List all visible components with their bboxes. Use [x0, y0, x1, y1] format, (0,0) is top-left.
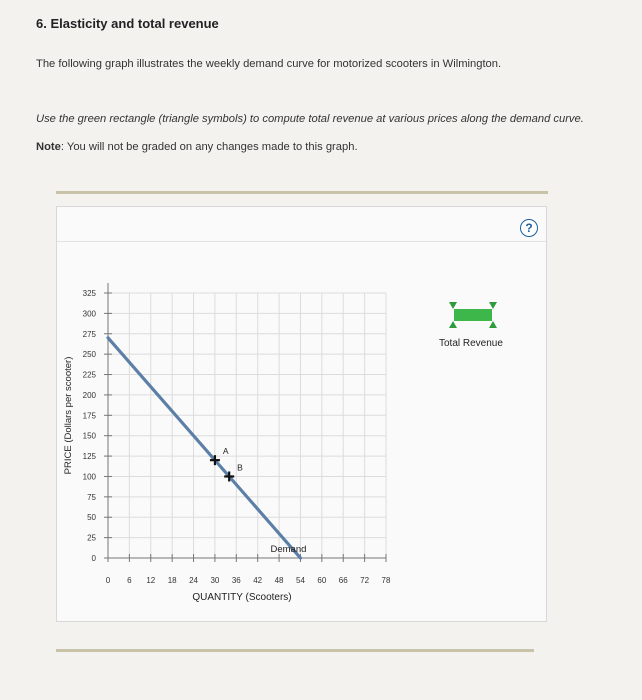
y-tick-label: 100	[82, 472, 96, 482]
y-tick-label: 225	[82, 370, 96, 380]
x-tick-label: 72	[360, 576, 370, 585]
y-tick-label: 175	[82, 411, 96, 421]
x-tick-label: 66	[338, 576, 348, 585]
x-tick-label: 6	[127, 576, 132, 585]
y-tick-label: 250	[82, 350, 96, 360]
divider-bottom	[56, 649, 534, 652]
y-tick-label: 0	[91, 554, 96, 563]
point-b-label: B	[237, 462, 243, 473]
x-tick-label: 60	[317, 576, 327, 585]
y-tick-label: 25	[87, 533, 96, 543]
x-tick-label: 48	[274, 576, 284, 585]
x-tick-label: 18	[167, 576, 177, 585]
instruction-text: Use the green rectangle (triangle symbols) to compute total revenue at various prices along the demand curve.	[36, 113, 584, 125]
point-a-label: A	[222, 446, 229, 457]
y-tick-label: 275	[82, 329, 96, 339]
demand-chart	[57, 207, 417, 623]
total-revenue-legend-label: Total Revenue	[439, 338, 503, 349]
y-tick-label: 75	[87, 492, 96, 502]
x-tick-label: 24	[189, 576, 198, 585]
demand-curve-label: Demand	[270, 544, 307, 555]
x-tick-label: 12	[146, 576, 156, 585]
y-tick-label: 200	[82, 390, 96, 400]
x-tick-label: 36	[231, 576, 241, 585]
note-label: Note	[36, 141, 61, 153]
x-tick-label: 0	[105, 576, 111, 585]
x-axis-label: QUANTITY (Scooters)	[192, 592, 292, 603]
green-rectangle-triangle-tool-icon[interactable]	[449, 300, 497, 330]
intro-text: The following graph illustrates the weekly demand curve for motorized scooters in Wilmington.	[36, 58, 502, 70]
y-tick-label: 125	[82, 452, 96, 462]
divider-top	[56, 191, 548, 194]
y-tick-label: 300	[82, 309, 96, 319]
demand-curve-line[interactable]	[108, 338, 300, 558]
x-tick-label: 78	[381, 576, 391, 585]
graph-panel	[56, 206, 547, 622]
help-button[interactable]	[520, 219, 538, 237]
y-axis-label: PRICE (Dollars per scooter)	[63, 356, 74, 475]
y-tick-label: 150	[82, 431, 96, 441]
question-title: 6. Elasticity and total revenue	[36, 16, 219, 31]
note-body: : You will not be graded on any changes made to this graph.	[60, 141, 358, 153]
question-circle-icon: ?	[525, 221, 533, 235]
x-tick-label: 54	[296, 576, 305, 585]
y-tick-label: 50	[87, 513, 96, 523]
x-tick-label: 30	[210, 576, 220, 585]
x-tick-label: 42	[253, 576, 263, 585]
note-text	[36, 141, 358, 153]
y-tick-label: 325	[82, 289, 96, 298]
